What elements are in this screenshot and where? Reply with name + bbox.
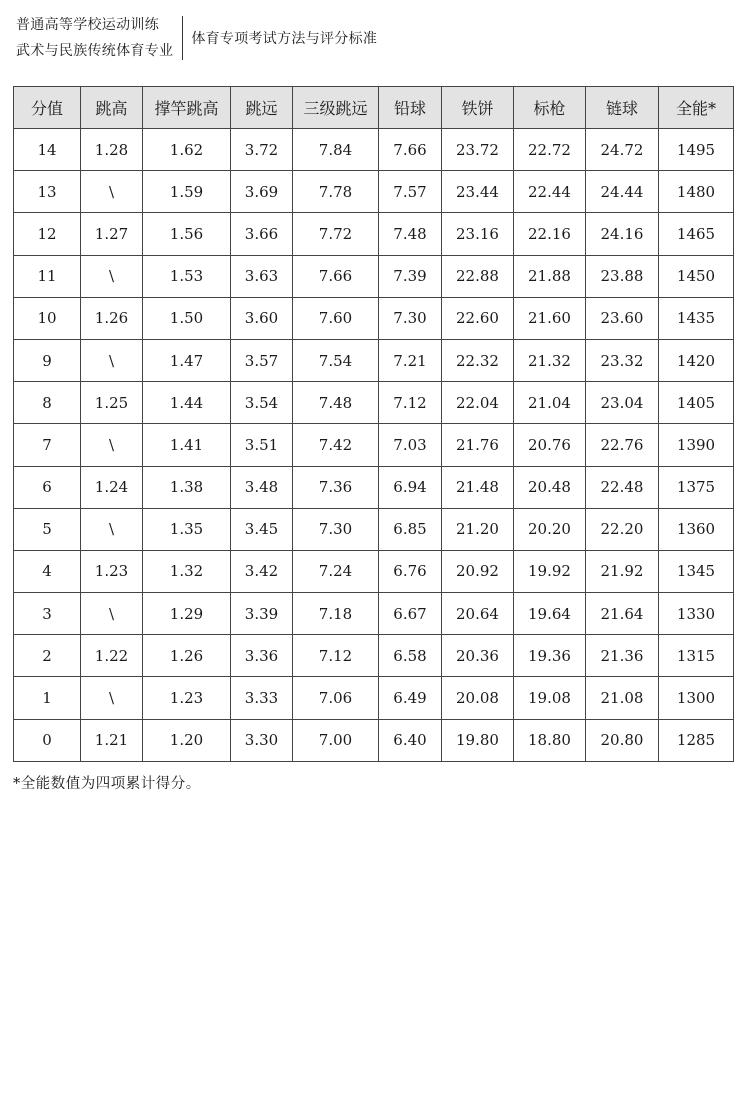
table-cell: 23.60 [586, 297, 659, 339]
table-cell: 7.57 [379, 171, 442, 213]
table-cell: 21.48 [442, 466, 514, 508]
table-cell: 7.06 [293, 677, 379, 719]
column-header: 撑竿跳高 [143, 87, 231, 129]
table-cell: 6.49 [379, 677, 442, 719]
table-cell: 1480 [659, 171, 734, 213]
table-cell: 1.62 [143, 129, 231, 171]
table-cell: 21.60 [514, 297, 586, 339]
table-cell: \ [81, 339, 143, 381]
table-cell: 7.66 [379, 129, 442, 171]
table-row [14, 635, 734, 677]
table-cell: 1.22 [81, 635, 143, 677]
table-cell: 1315 [659, 635, 734, 677]
table-cell: \ [81, 508, 143, 550]
table-cell: 7.21 [379, 339, 442, 381]
score-cell: 6 [14, 466, 81, 508]
table-cell: 1.23 [81, 550, 143, 592]
score-cell: 7 [14, 424, 81, 466]
table-cell: 7.00 [293, 719, 379, 761]
table-cell: 1.26 [143, 635, 231, 677]
table-cell: 1.21 [81, 719, 143, 761]
header-divider [182, 16, 183, 60]
table-cell: 1345 [659, 550, 734, 592]
table-cell: 3.66 [231, 213, 293, 255]
table-cell: 1.26 [81, 297, 143, 339]
column-header: 跳高 [81, 87, 143, 129]
table-cell: 6.76 [379, 550, 442, 592]
table-cell: 7.39 [379, 255, 442, 297]
score-cell: 9 [14, 339, 81, 381]
table-cell: 19.64 [514, 593, 586, 635]
column-header: 跳远 [231, 87, 293, 129]
table-cell: 1390 [659, 424, 734, 466]
table-cell: 1495 [659, 129, 734, 171]
table-cell: 19.36 [514, 635, 586, 677]
column-header: 铅球 [379, 87, 442, 129]
table-cell: 1.35 [143, 508, 231, 550]
table-cell: 3.60 [231, 297, 293, 339]
table-cell: 1.32 [143, 550, 231, 592]
table-row [14, 508, 734, 550]
table-row [14, 339, 734, 381]
table-cell: 1.25 [81, 382, 143, 424]
table-row [14, 466, 734, 508]
table-cell: 20.20 [514, 508, 586, 550]
table-cell: 3.54 [231, 382, 293, 424]
table-cell: 1.47 [143, 339, 231, 381]
table-cell: 19.08 [514, 677, 586, 719]
table-cell: 7.24 [293, 550, 379, 592]
score-cell: 11 [14, 255, 81, 297]
table-cell: 22.44 [514, 171, 586, 213]
table-cell: 3.57 [231, 339, 293, 381]
table-cell: 1435 [659, 297, 734, 339]
table-cell: 3.45 [231, 508, 293, 550]
table-cell: 1420 [659, 339, 734, 381]
score-cell: 10 [14, 297, 81, 339]
table-cell: 24.16 [586, 213, 659, 255]
table-cell: 22.48 [586, 466, 659, 508]
table-header-row [14, 87, 734, 129]
table-cell: 7.48 [379, 213, 442, 255]
table-cell: 18.80 [514, 719, 586, 761]
table-cell: 7.18 [293, 593, 379, 635]
score-cell: 3 [14, 593, 81, 635]
table-cell: 22.32 [442, 339, 514, 381]
score-cell: 14 [14, 129, 81, 171]
scoring-table [13, 86, 734, 762]
table-cell: 23.16 [442, 213, 514, 255]
table-cell: 6.40 [379, 719, 442, 761]
table-cell: 7.12 [293, 635, 379, 677]
table-cell: 7.30 [293, 508, 379, 550]
table-cell: 1330 [659, 593, 734, 635]
table-cell: 6.94 [379, 466, 442, 508]
column-header: 铁饼 [442, 87, 514, 129]
table-cell: \ [81, 171, 143, 213]
header-line-2: 武术与民族传统体育专业 [16, 43, 174, 59]
table-cell: 20.80 [586, 719, 659, 761]
table-cell: 1.56 [143, 213, 231, 255]
table-row [14, 297, 734, 339]
table-cell: 1450 [659, 255, 734, 297]
table-cell: 7.12 [379, 382, 442, 424]
table-cell: 3.63 [231, 255, 293, 297]
score-cell: 2 [14, 635, 81, 677]
table-cell: 19.80 [442, 719, 514, 761]
table-cell: 23.04 [586, 382, 659, 424]
table-cell: 7.42 [293, 424, 379, 466]
header-section-title: 体育专项考试方法与评分标准 [191, 31, 378, 47]
table-cell: 21.04 [514, 382, 586, 424]
table-cell: 22.04 [442, 382, 514, 424]
table-cell: 7.30 [379, 297, 442, 339]
table-cell: 1.50 [143, 297, 231, 339]
table-cell: 20.08 [442, 677, 514, 719]
table-cell: 7.03 [379, 424, 442, 466]
table-cell: 1465 [659, 213, 734, 255]
score-cell: 13 [14, 171, 81, 213]
table-cell: 22.88 [442, 255, 514, 297]
table-cell: 20.36 [442, 635, 514, 677]
table-row [14, 382, 734, 424]
table-cell: 3.48 [231, 466, 293, 508]
header-left-block [16, 16, 173, 60]
table-row [14, 677, 734, 719]
table-cell: 22.60 [442, 297, 514, 339]
table-cell: \ [81, 677, 143, 719]
table-cell: 1.38 [143, 466, 231, 508]
header-line-1: 普通高等学校运动训练 [16, 17, 159, 33]
table-cell: 6.85 [379, 508, 442, 550]
table-cell: 3.69 [231, 171, 293, 213]
table-cell: 24.72 [586, 129, 659, 171]
column-header: 分值 [14, 87, 81, 129]
table-cell: 22.76 [586, 424, 659, 466]
table-cell: 3.42 [231, 550, 293, 592]
table-row [14, 424, 734, 466]
table-cell: 7.60 [293, 297, 379, 339]
table-cell: 23.72 [442, 129, 514, 171]
table-cell: 7.36 [293, 466, 379, 508]
table-cell: 21.08 [586, 677, 659, 719]
table-cell: 1.44 [143, 382, 231, 424]
table-row [14, 593, 734, 635]
table-cell: 3.36 [231, 635, 293, 677]
table-cell: 1.41 [143, 424, 231, 466]
table-cell: 1360 [659, 508, 734, 550]
table-cell: 1375 [659, 466, 734, 508]
table-body [14, 129, 734, 762]
score-cell: 12 [14, 213, 81, 255]
column-header: 全能* [659, 87, 734, 129]
score-cell: 5 [14, 508, 81, 550]
table-cell: 20.92 [442, 550, 514, 592]
footnote: *全能数值为四项累计得分。 [13, 776, 201, 792]
table-cell: 22.16 [514, 213, 586, 255]
table-cell: 3.72 [231, 129, 293, 171]
table-cell: 21.64 [586, 593, 659, 635]
table-cell: 3.33 [231, 677, 293, 719]
page-header [16, 16, 377, 60]
table-cell: 1.29 [143, 593, 231, 635]
table-row [14, 213, 734, 255]
table-cell: 1.53 [143, 255, 231, 297]
table-cell: 3.39 [231, 593, 293, 635]
table-cell: \ [81, 424, 143, 466]
table-cell: 1.23 [143, 677, 231, 719]
table-cell: 3.30 [231, 719, 293, 761]
table-cell: 6.67 [379, 593, 442, 635]
table-cell: 21.20 [442, 508, 514, 550]
table-cell: 19.92 [514, 550, 586, 592]
table-cell: 22.20 [586, 508, 659, 550]
score-cell: 1 [14, 677, 81, 719]
table-cell: 6.58 [379, 635, 442, 677]
column-header: 标枪 [514, 87, 586, 129]
table-row [14, 171, 734, 213]
table-cell: 1.27 [81, 213, 143, 255]
table-cell: 21.32 [514, 339, 586, 381]
table-cell: 21.92 [586, 550, 659, 592]
table-cell: 7.54 [293, 339, 379, 381]
table-cell: 7.66 [293, 255, 379, 297]
score-cell: 4 [14, 550, 81, 592]
score-cell: 0 [14, 719, 81, 761]
table-cell: 23.88 [586, 255, 659, 297]
table-cell: 23.44 [442, 171, 514, 213]
table-cell: 7.48 [293, 382, 379, 424]
table-cell: 1.59 [143, 171, 231, 213]
table-cell: 1285 [659, 719, 734, 761]
table-cell: 1.28 [81, 129, 143, 171]
table-cell: 21.36 [586, 635, 659, 677]
table-cell: 1.24 [81, 466, 143, 508]
table-cell: 21.88 [514, 255, 586, 297]
table-cell: 1300 [659, 677, 734, 719]
score-cell: 8 [14, 382, 81, 424]
table-cell: \ [81, 593, 143, 635]
table-row [14, 550, 734, 592]
table-cell: 1.20 [143, 719, 231, 761]
table-cell: 20.64 [442, 593, 514, 635]
table-cell: 24.44 [586, 171, 659, 213]
table-row [14, 719, 734, 761]
column-header: 链球 [586, 87, 659, 129]
table-cell: 22.72 [514, 129, 586, 171]
table-cell: 7.84 [293, 129, 379, 171]
table-cell: 20.76 [514, 424, 586, 466]
table-row [14, 255, 734, 297]
table-cell: 7.78 [293, 171, 379, 213]
column-header: 三级跳远 [293, 87, 379, 129]
table-cell: 21.76 [442, 424, 514, 466]
table-cell: \ [81, 255, 143, 297]
table-cell: 23.32 [586, 339, 659, 381]
table-cell: 3.51 [231, 424, 293, 466]
table-row [14, 129, 734, 171]
table-cell: 1405 [659, 382, 734, 424]
table-cell: 20.48 [514, 466, 586, 508]
table-cell: 7.72 [293, 213, 379, 255]
